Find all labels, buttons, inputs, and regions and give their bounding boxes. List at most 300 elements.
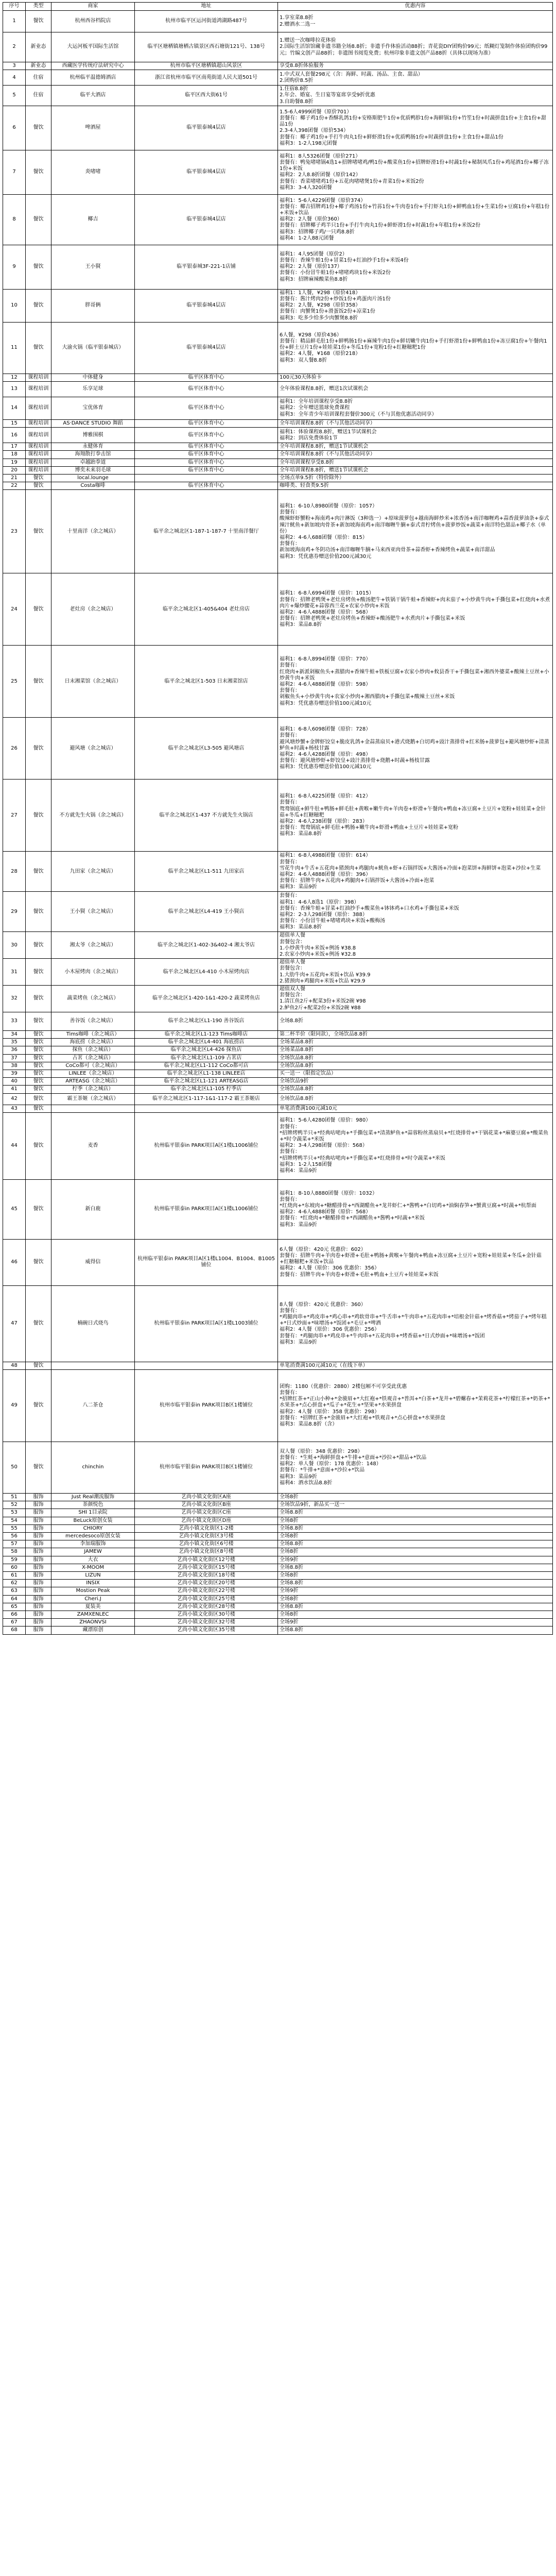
row-shop: 日末湘菜馆（余之城店） <box>51 646 135 718</box>
row-offer: 福利1：8-10人8880团餐（原价：1032） 套餐有： *红烧肉+*东坡肉+*糖醋排骨+*西湖醋鱼+*龙井虾仁+*酱鸭+*白切鸡+*油焖春笋+*蟹黄豆腐+*时蔬+*杭帮面 福利2：4-6人4888团餐（原价：568） 套餐有：*红烧肉+*糖醋排骨+*西湖醋鱼+*酱鸭+*时蔬+*米饭 福利3：菜品9折 <box>278 1179 553 1239</box>
table-row <box>3 1062 553 1070</box>
row-shop: LIZUN <box>51 1571 135 1579</box>
row-address: 艺尚小镇文化街区20号楼 <box>135 1580 278 1587</box>
row-address: 艺尚小镇文化街区22号楼 <box>135 1587 278 1595</box>
row-type: 餐饮 <box>26 892 51 932</box>
row-type: 课程培训 <box>26 374 51 381</box>
row-offer: 咖啡类、轻食类9.5折 <box>278 482 553 490</box>
table-row <box>3 1564 553 1571</box>
row-address: 艺尚小镇文化街区B座 <box>135 1501 278 1509</box>
row-address: 杭州临平银泰in PARK项目A区1楼L1003铺位 <box>135 1285 278 1362</box>
row-number: 54 <box>3 1517 26 1524</box>
table-row <box>3 932 553 959</box>
row-shop: 善谷饭（余之城店） <box>51 1012 135 1030</box>
row-number: 30 <box>3 932 26 959</box>
row-offer: 福利1：5-6人4229团餐（原价374） 套餐有：椰吉招牌鸡1份+椰子鸡汤1份+竹荪1份+牛肉卷1份+手打虾丸1份+鲜鸭血1份+生菜1份+豆腐1份+年糕1份+米饭+饮品 福利2：2人餐（原价360） 套餐有：招牌椰子鸡半只1份+手打牛肉丸1份+鲜虾滑1份+时蔬1份+年糕1份+米饭2份 福利3：招牌椰子鸡/一只鸡8.8折 福利4：1-2人88元团餐 <box>278 194 553 245</box>
row-offer: 6人餐（原价：420元 优惠价：602） 套餐有：招牌牛肉+羊肉卷+虾滑+毛肚+鸭肠+黄喉+午餐肉+鸭血+冻豆腐+土豆片+宽粉+娃娃菜+冬瓜+金针菇+红糖糍粑+米饭+饮品 福利2：4人餐（原价：306 优惠价：356） 套餐有：招牌牛肉+羊肉卷+虾滑+毛肚+鸭血+土豆片+娃娃菜+米饭 <box>278 1239 553 1285</box>
row-type: 餐饮 <box>26 245 51 289</box>
row-number: 11 <box>3 322 26 374</box>
table-row <box>3 959 553 986</box>
row-shop: 八二茶仓 <box>51 1369 135 1442</box>
row-number: 40 <box>3 1078 26 1086</box>
table-row <box>3 289 553 322</box>
row-shop: X-MOOM <box>51 1564 135 1571</box>
table-row <box>3 1611 553 1618</box>
row-number: 22 <box>3 482 26 490</box>
row-shop: 老灶房（余之城店） <box>51 573 135 646</box>
table-row <box>3 718 553 779</box>
row-offer: 福利1：6-8人4225团餐（原价：412） 套餐有： 鸳鸯锅底+鲜牛肚+鸭肠+鲜毛肚+黄喉+嫩牛肉+羊肉卷+虾滑+午餐肉+鸭血+冻豆腐+土豆片+宽粉+娃娃菜+金针菇+冬瓜+红糖糍粑 福利2：4-6人238团餐（原价：283） 套餐有：鸳鸯锅底+鲜毛肚+鸭肠+嫩牛肉+虾滑+鸭血+土豆片+娃娃菜+宽粉 福利3：菜品8.8折 <box>278 779 553 852</box>
table-row <box>3 1532 553 1540</box>
row-address: 临平银泰城4层店 <box>135 289 278 322</box>
row-shop: chinchin <box>51 1442 135 1493</box>
row-address: 临平区体育中心 <box>135 397 278 420</box>
table-body <box>3 11 553 1635</box>
row-number: 7 <box>3 150 26 194</box>
row-address: 艺尚小镇文化街区6号楼 <box>135 1540 278 1548</box>
row-number: 28 <box>3 852 26 892</box>
row-address: 杭州市临平区运河街道鸿湖路487号 <box>135 11 278 32</box>
row-number: 53 <box>3 1509 26 1517</box>
row-number: 32 <box>3 986 26 1012</box>
row-number: 33 <box>3 1012 26 1030</box>
row-offer: 全场8折 <box>278 1611 553 1618</box>
row-address: 艺尚小镇文化街区C座 <box>135 1509 278 1517</box>
row-shop: 蔬菜烤鱼（余之城店） <box>51 986 135 1012</box>
row-offer: 超值单人餐 套餐包含： 1.大肋牛肉+五花肉+米饭+饮品 ¥39.9 2.猪颈肉+鸡腿肉+米饭+饮品 ¥29.9 <box>278 959 553 986</box>
row-shop: 啤酒屋 <box>51 106 135 150</box>
row-type: 服饰 <box>26 1587 51 1595</box>
offers-sheet <box>3 2 552 1635</box>
row-type: 餐饮 <box>26 1062 51 1070</box>
row-address: 杭州临平银泰in PARK项目A区1楼L1006铺位 <box>135 1179 278 1239</box>
row-shop: 中体健身 <box>51 374 135 381</box>
row-shop: 探鱼（余之城店） <box>51 1046 135 1054</box>
row-number: 64 <box>3 1595 26 1603</box>
row-number: 17 <box>3 443 26 451</box>
table-row <box>3 1078 553 1086</box>
table-row <box>3 443 553 451</box>
row-offer: 福利1：6-8人8994团餐（原价：770） 套餐有： 红烧肉+新派剁椒鱼头+蒸腊肉+香辣牛蛙+铁板豆腐+农家小炒肉+攸县香干+手撕包菜+湘西外婆菜+酸辣土豆丝+小炒黄牛肉+米饭 福利2：4-6人4888团餐（原价：598） 套餐有： 剁椒鱼头+小炒黄牛肉+农家小炒肉+湘西腊肉+手撕包菜+酸辣土豆丝+米饭 福利3：凭优惠券赠送价值100元减10元 <box>278 646 553 718</box>
row-number: 34 <box>3 1030 26 1038</box>
row-number: 20 <box>3 466 26 474</box>
row-type: 餐饮 <box>26 1239 51 1285</box>
table-row <box>3 194 553 245</box>
row-type: 餐饮 <box>26 932 51 959</box>
row-offer: 全场8折 <box>278 1595 553 1603</box>
table-row <box>3 428 553 443</box>
row-address: 艺尚小镇文化街区28号楼 <box>135 1603 278 1611</box>
row-type: 餐饮 <box>26 646 51 718</box>
row-address: 临平余之城北区L4-401 海底捞店 <box>135 1039 278 1046</box>
table-row <box>3 1105 553 1112</box>
row-shop: CHIORY <box>51 1524 135 1532</box>
row-address: 临平区体育中心 <box>135 459 278 466</box>
row-shop: 大运河板平国际生活馆 <box>51 32 135 62</box>
table-row <box>3 1587 553 1595</box>
row-shop: AS·DANCE STUDIO 舞蹈 <box>51 420 135 428</box>
row-number: 67 <box>3 1619 26 1626</box>
row-shop: 王小賢（余之城店） <box>51 892 135 932</box>
row-number: 47 <box>3 1285 26 1362</box>
row-number: 45 <box>3 1179 26 1239</box>
row-shop: 李加瑞服饰 <box>51 1540 135 1548</box>
row-address: 临平区体育中心 <box>135 382 278 397</box>
row-shop: BeLuck原创女装 <box>51 1517 135 1524</box>
row-offer: 全场8折 <box>278 1548 553 1556</box>
row-number: 8 <box>3 194 26 245</box>
row-offer: 全场8.8折 <box>278 1509 553 1517</box>
row-offer: 全场8折 <box>278 1493 553 1501</box>
row-offer: 1.中式双人套餐298元（含：海鲜、时蔬、汤品、主食、甜品） 2.团购价8.5折 <box>278 70 553 86</box>
row-offer: 福利1：6-8人4988团餐（原价：614） 套餐有： 雪花牛肉+牛舌+五花肉+猪颈肉+鸡腿肉+鱿鱼+虾+石锅拌饭+大酱汤+冷面+泡菜饼+海鲜饼+泡菜+沙拉+生菜 福利2：4-6人4888团餐（原价：396） 套餐有：招牌牛肉+五花肉+鸡腿肉+石锅拌饭+大酱汤+冷面+泡菜 福利3：菜品9折 <box>278 852 553 892</box>
row-offer: 全场饮品8.8折 <box>278 1093 553 1105</box>
table-header-row <box>3 3 553 11</box>
row-address: 艺尚小镇文化街区3号楼 <box>135 1532 278 1540</box>
row-type: 餐饮 <box>26 1362 51 1369</box>
row-shop: 西藏医学传统疗法研究中心 <box>51 62 135 70</box>
row-offer: 全场饮品8.8折 <box>278 1054 553 1062</box>
row-offer: 全年培训课程享受8.8折 <box>278 459 553 466</box>
table-row <box>3 382 553 397</box>
table-row <box>3 397 553 420</box>
row-offer: 1.住宿8.8折 2.年会、婚宴、生日宴等宴席享受9折优惠 3.自助餐8.8折 <box>278 86 553 106</box>
row-number: 16 <box>3 428 26 443</box>
row-type: 课程培训 <box>26 420 51 428</box>
table-row <box>3 474 553 482</box>
row-number: 2 <box>3 32 26 62</box>
row-address: 临平余之城北区1-117-1&1-117-2 霸王茶姬店 <box>135 1093 278 1105</box>
row-offer: 1.赠送一次咖啡拉花体验 2.国际生活馆馆藏非遗书籍全场8.8折；非遗手作体验活动88折；青花瓷DIY团购价99元；纸糊灯笼制作体验团购价99元；竹编文创产品88折；非遗图书阅览免费；杭州印象非遗文创产品88折（具体以现场为准） <box>278 32 553 62</box>
row-number: 43 <box>3 1105 26 1112</box>
row-address: 临平区体育中心 <box>135 482 278 490</box>
row-number: 57 <box>3 1540 26 1548</box>
row-offer: 享受8.8折体验服务 <box>278 62 553 70</box>
row-offer: 全场8.8折 <box>278 1012 553 1030</box>
row-offer: 超值单人餐 套餐包含： 1.小炒黄牛肉+米饭+例汤 ¥38.8 2.农家小炒肉+米饭+例汤 ¥32.8 <box>278 932 553 959</box>
table-row <box>3 986 553 1012</box>
row-shop: ARTEASG（余之城店） <box>51 1078 135 1086</box>
row-shop: 夏装美 <box>51 1603 135 1611</box>
row-type: 课程培训 <box>26 459 51 466</box>
row-number: 48 <box>3 1362 26 1369</box>
row-address: 临平区体育中心 <box>135 428 278 443</box>
row-number: 19 <box>3 459 26 466</box>
row-type: 餐饮 <box>26 1030 51 1038</box>
row-address: 临平区塘栖镇塘栖古镇景区西石塘街121号、138号 <box>135 32 278 62</box>
table-row <box>3 1285 553 1362</box>
table-row <box>3 245 553 289</box>
row-number: 4 <box>3 70 26 86</box>
table-row <box>3 490 553 573</box>
row-address: 艺尚小镇文化街区15号楼 <box>135 1564 278 1571</box>
row-number: 23 <box>3 490 26 573</box>
row-shop: 茶颜悦色 <box>51 1501 135 1509</box>
row-offer: 全场菜品8.8折 <box>278 1039 553 1046</box>
table-row <box>3 1548 553 1556</box>
row-offer: 双人餐（原价：348 优惠价：298） 套餐有：*生蚝+*海鲜拼盘+*牛排+*意面+*沙拉+*甜品+*饮品 福利2：单人餐（原价：178 优惠价：148） 套餐有：*牛排+*意面+*沙拉+*饮品 福利3：菜品9折 福利4：酒水饮品8.8折 <box>278 1442 553 1493</box>
row-shop: 博雅围棋 <box>51 428 135 443</box>
table-row <box>3 1603 553 1611</box>
row-type: 餐饮 <box>26 986 51 1012</box>
row-type: 服饰 <box>26 1619 51 1626</box>
table-row <box>3 1493 553 1501</box>
header-type: 类型 <box>26 3 51 11</box>
row-type: 餐饮 <box>26 322 51 374</box>
row-address: 杭州临平银泰in PARK项目A区1楼L1004、B1004、B1005铺位 <box>135 1239 278 1285</box>
row-shop: 宝优体育 <box>51 397 135 420</box>
row-offer: 福利1：5-6人4280团餐（原价：980） 套餐有： *招牌烤鸭半只+*经典咕咾肉+*手撕包菜+*清蒸鲈鱼+*蒜蓉粉丝蒸扇贝+*红烧排骨+*干锅花菜+*麻婆豆腐+*酸菜鱼+*时令蔬菜+*米饭 福利2：3-4人298团餐（原价：568） 套餐有： *招牌烤鸭半只+*经典咕咾肉+*手撕包菜+*红烧排骨+*时令蔬菜+*米饭 福利3：1-2人158团餐 福利4：菜品9折 <box>278 1112 553 1179</box>
row-number: 39 <box>3 1070 26 1077</box>
table-row <box>3 62 553 70</box>
row-address: 艺尚小镇文化街区30号楼 <box>135 1611 278 1618</box>
row-shop <box>51 1362 135 1369</box>
row-type: 服饰 <box>26 1501 51 1509</box>
row-shop: 柠季（余之城店） <box>51 1086 135 1093</box>
table-row <box>3 11 553 32</box>
row-type: 服饰 <box>26 1556 51 1564</box>
row-type: 餐饮 <box>26 11 51 32</box>
row-type: 餐饮 <box>26 482 51 490</box>
row-number: 56 <box>3 1532 26 1540</box>
row-number: 14 <box>3 397 26 420</box>
table-row <box>3 70 553 86</box>
row-type: 服饰 <box>26 1611 51 1618</box>
table-row <box>3 1501 553 1509</box>
table-row <box>3 1517 553 1524</box>
row-offer: 团购：1180（优惠价：2880）2楼包厢不可享受此优惠 套餐有： *招牌红茶+*正山小种+*金骏眉+*大红袍+*铁观音+*普洱+*白茶+*龙井+*碧螺春+*茉莉花茶+*柠檬红茶+*奶茶+*水果茶+*点心拼盘+*瓜子+*花生+*坚果+*水果拼盘 福利2：4人餐（原价：358 优惠价：298） 套餐有：*招牌红茶+*金骏眉+*大红袍+*铁观音+*点心拼盘+*水果拼盘 福利3：菜品8.8折（含） <box>278 1369 553 1442</box>
row-address: 临平余之城北区1-503 日末湘菜馆店 <box>135 646 278 718</box>
row-offer: 1.5-6人4999团餐（原价701） 套餐有：椰子鸡1份+香酥乳鸽1份+安格斯肥牛1份+优质鸭胗1份+海鲜锅1份+竹笙1份+时蔬拼盘1份+主食1份+甜品1份 2.3-4人398团餐（原价534） 套餐有：椰子鸡1份+手打牛肉丸1份+鲜虾滑1份+优质鸭肠1份+时蔬拼盘1份+主食1份+甜品1份 福利3：1-2人198元团餐 <box>278 106 553 150</box>
row-shop: CoCo都可（余之城店） <box>51 1062 135 1070</box>
row-number: 65 <box>3 1603 26 1611</box>
row-address: 临平余之城北区1-437 不方就先生火锅店 <box>135 779 278 852</box>
row-offer: 全场饮品9折，新品买一送一 <box>278 1501 553 1509</box>
row-number: 38 <box>3 1062 26 1070</box>
row-number: 42 <box>3 1093 26 1105</box>
table-row <box>3 482 553 490</box>
row-type: 服饰 <box>26 1524 51 1532</box>
row-shop: 杭州临平温德姆酒店 <box>51 70 135 86</box>
row-type: 课程培训 <box>26 397 51 420</box>
row-address: 艺尚小镇文化街区25号楼 <box>135 1595 278 1603</box>
row-number: 24 <box>3 573 26 646</box>
row-number: 21 <box>3 474 26 482</box>
row-number: 1 <box>3 11 26 32</box>
row-number: 5 <box>3 86 26 106</box>
row-shop: 麦香 <box>51 1112 135 1179</box>
row-shop: 楠碗日式烧鸟 <box>51 1285 135 1362</box>
table-row <box>3 1509 553 1517</box>
row-address: 临平银泰城4层店 <box>135 150 278 194</box>
row-offer: 全场点单9.5折（特价除外） <box>278 474 553 482</box>
row-shop: 胖哥俩 <box>51 289 135 322</box>
row-address: 艺尚小镇文化街区12号楼 <box>135 1556 278 1564</box>
row-type: 餐饮 <box>26 1369 51 1442</box>
row-address: 临平余之城北区L3-505 避风塘店 <box>135 718 278 779</box>
table-row <box>3 1362 553 1369</box>
row-type: 住宿 <box>26 86 51 106</box>
row-address: 临平余之城北区L4-410 小木屋烤肉店 <box>135 959 278 986</box>
row-type: 餐饮 <box>26 959 51 986</box>
row-type: 课程培训 <box>26 428 51 443</box>
row-address: 临平余之城北区L1-190 善谷饭店 <box>135 1012 278 1030</box>
row-shop: 卓越跆拳道 <box>51 459 135 466</box>
row-type: 餐饮 <box>26 1442 51 1493</box>
row-shop: Mostion Peak <box>51 1587 135 1595</box>
table-row <box>3 451 553 459</box>
row-type: 服饰 <box>26 1626 51 1634</box>
table-row <box>3 779 553 852</box>
row-type: 服饰 <box>26 1493 51 1501</box>
row-shop: Just Real潮流服饰 <box>51 1493 135 1501</box>
row-offer: 全场8.8折 <box>278 1564 553 1571</box>
row-offer: 全场8折 <box>278 1532 553 1540</box>
row-shop: ZHAONVSI <box>51 1619 135 1626</box>
header-offer: 优惠内容 <box>278 3 553 11</box>
row-offer: 第二杯半价（限同款），全场饮品8.8折 <box>278 1030 553 1038</box>
table-row <box>3 459 553 466</box>
row-address: 临平银泰城3F-221-1店铺 <box>135 245 278 289</box>
row-number: 49 <box>3 1369 26 1442</box>
row-number: 63 <box>3 1587 26 1595</box>
row-type: 餐饮 <box>26 852 51 892</box>
row-type: 餐饮 <box>26 1012 51 1030</box>
row-shop: 海翔散打拳击馆 <box>51 451 135 459</box>
row-address: 浙江省杭州市临平区南苑街道人民大道501号 <box>135 70 278 86</box>
row-type: 餐饮 <box>26 1078 51 1086</box>
table-row <box>3 573 553 646</box>
row-offer: 套餐有： 福利1：4-6人8选1（原价：398） 套餐有：香辣牛蛙+冒菜+红油抄手+酸菜鱼+钵钵鸡+口水鸡+手撕包菜+米饭 福利2：2-3人298团餐（原价：388） 套餐有：小份冒牛蛙+啫啫鸡块+米饭+酸梅汤 福利3：菜品8.8折 <box>278 892 553 932</box>
row-number: 61 <box>3 1571 26 1579</box>
row-address: 临平余之城北区L1-511 九田家店 <box>135 852 278 892</box>
row-offer: 全场饮品9折 <box>278 1078 553 1086</box>
row-number: 35 <box>3 1039 26 1046</box>
row-offer: 单笔消费满100元减10元 <box>278 1105 553 1112</box>
row-offer: 福利1：体验课程8.8折，赠送1节试课机会 福利2：到店免费体验1节 <box>278 428 553 443</box>
row-shop: mercedesoco原创女装 <box>51 1532 135 1540</box>
row-offer: 福利1：6-8人6098团餐（原价：728） 套餐有： 避风塘炒蟹+金牌虾饺皇+脆皮乳鸽+金蒜蒸扇贝+港式烧鹅+白切鸡+豉汁蒸排骨+红米肠+菠萝包+避风塘炒虾+清蒸鲈鱼+时蔬+杨枝甘露 福利2：4-6人4288团餐（原价：498） 套餐有：避风塘炒虾+虾饺皇+豉汁蒸排骨+烧鹅+时蔬+杨枝甘露 福利3：凭优惠券赠送价值100元减10元 <box>278 718 553 779</box>
row-offer: 全场9折 <box>278 1619 553 1626</box>
table-row <box>3 1179 553 1239</box>
row-type: 服饰 <box>26 1603 51 1611</box>
row-type: 餐饮 <box>26 106 51 150</box>
row-type: 课程培训 <box>26 382 51 397</box>
table-row <box>3 1239 553 1285</box>
row-address: 艺尚小镇文化街区18号楼 <box>135 1571 278 1579</box>
row-offer: 买一送一（限指定饮品） <box>278 1070 553 1077</box>
row-shop: 乐享足球 <box>51 382 135 397</box>
row-offer: 全场饮品8.8折 <box>278 1062 553 1070</box>
row-shop: 十里南洋（余之城店） <box>51 490 135 573</box>
row-shop: 霸王茶姬（余之城店） <box>51 1093 135 1105</box>
row-offer: 全场8.8折 <box>278 1603 553 1611</box>
row-offer: 超值双人餐 套餐包含： 1.清江鱼2斤+配菜3份+米饭2碗 ¥98 2.鲈鱼2斤+配菜2份+米饭2碗 ¥88 <box>278 986 553 1012</box>
row-shop: 大渝火锅（临平银泰城店） <box>51 322 135 374</box>
row-number: 18 <box>3 451 26 459</box>
table-row <box>3 1054 553 1062</box>
row-address: 临平余之城北区L1-112 CoCo都可店 <box>135 1062 278 1070</box>
row-type: 住宿 <box>26 70 51 86</box>
row-address: 临平余之城北区1-187-1-187-7 十里南洋餐厅 <box>135 490 278 573</box>
row-type: 餐饮 <box>26 1086 51 1093</box>
row-type: 服饰 <box>26 1580 51 1587</box>
row-offer: 全场8.8折 <box>278 1540 553 1548</box>
table-row <box>3 1086 553 1093</box>
row-offer: 全场8.8折 <box>278 1580 553 1587</box>
header-no: 序号 <box>3 3 26 11</box>
row-offer: 福利1：全年培训课程享受8.8折 福利2：全年赠送篮球免费课程 福利3：全年青少年培训课程套餐价300元（不与其他优惠活动同享） <box>278 397 553 420</box>
row-number: 26 <box>3 718 26 779</box>
table-row <box>3 1012 553 1030</box>
row-number: 31 <box>3 959 26 986</box>
row-address: 临平银泰城4层店 <box>135 194 278 245</box>
table-row <box>3 86 553 106</box>
table-row <box>3 1524 553 1532</box>
row-offer: 全年培训课程8.8折（不与其他活动同享） <box>278 451 553 459</box>
row-shop: 大衣 <box>51 1556 135 1564</box>
row-number: 29 <box>3 892 26 932</box>
row-type: 餐饮 <box>26 1039 51 1046</box>
table-row <box>3 32 553 62</box>
row-type: 餐饮 <box>26 150 51 194</box>
row-address: 临平余之城北区L1-121 ARTEASG店 <box>135 1078 278 1086</box>
row-shop: 永健体育 <box>51 443 135 451</box>
row-number: 6 <box>3 106 26 150</box>
row-address <box>135 474 278 482</box>
row-offer: 福利1：1人餐，¥298（原价418） 套餐有：酱汁烤肉2份+炒饭1份+鸡蛋肉片汤1份 福利2：2人餐，¥298（原价358） 套餐有：肉蟹煲1份+滑蛋饭2份+凉菜1份 福利3：吃多少给多少肉蟹煲8.8折 <box>278 289 553 322</box>
table-row <box>3 1540 553 1548</box>
row-address: 临平余之城北区1-420-1&1-420-2 蔬菜烤鱼店 <box>135 986 278 1012</box>
row-type: 课程培训 <box>26 443 51 451</box>
row-type: 餐饮 <box>26 1105 51 1112</box>
offers-table <box>3 2 553 1635</box>
row-address: 临平余之城北区L1-105 柠季店 <box>135 1086 278 1093</box>
row-number: 13 <box>3 382 26 397</box>
row-number: 27 <box>3 779 26 852</box>
row-number: 50 <box>3 1442 26 1493</box>
table-row <box>3 1039 553 1046</box>
row-type: 餐饮 <box>26 1112 51 1179</box>
row-offer: 全场9折 <box>278 1556 553 1564</box>
row-shop: 九田家（余之城店） <box>51 852 135 892</box>
row-offer: 全场菜品8.8折 <box>278 1046 553 1054</box>
row-address <box>135 1105 278 1112</box>
row-number: 10 <box>3 289 26 322</box>
table-row <box>3 1626 553 1634</box>
row-offer: 福利1：4人95团餐（原价2） 套餐有：香辣牛蛙1份+冒菜1份+红油抄手1份+米饭4份 福利2：2人餐（原价137） 套餐有：小份冒牛蛙1份+啫啫鸡块1份+米饭2份 福利3：招牌麻辣酸菜鱼8.8折 <box>278 245 553 289</box>
row-shop: LINLEE（余之城店） <box>51 1070 135 1077</box>
row-type: 餐饮 <box>26 1070 51 1077</box>
row-shop: SHI 1目录院 <box>51 1509 135 1517</box>
table-row <box>3 420 553 428</box>
row-number: 52 <box>3 1501 26 1509</box>
row-shop: 湘太爷（余之城店） <box>51 932 135 959</box>
row-shop: 博奕未来羽毛球 <box>51 466 135 474</box>
row-number: 51 <box>3 1493 26 1501</box>
row-type: 服饰 <box>26 1548 51 1556</box>
table-row <box>3 1369 553 1442</box>
row-shop: ZAMXENLEC <box>51 1611 135 1618</box>
row-address: 艺尚小镇文化街区32号楼 <box>135 1619 278 1626</box>
row-address: 杭州市临平区塘栖镇超山风景区 <box>135 62 278 70</box>
row-address: 艺尚小镇文化街区D座 <box>135 1517 278 1524</box>
table-row <box>3 1046 553 1054</box>
row-address: 临平区体育中心 <box>135 451 278 459</box>
row-address: 临平区西大街61号 <box>135 86 278 106</box>
row-address: 临平余之城北区1-402-3&402-4 湘太爷店 <box>135 932 278 959</box>
table-row <box>3 1442 553 1493</box>
